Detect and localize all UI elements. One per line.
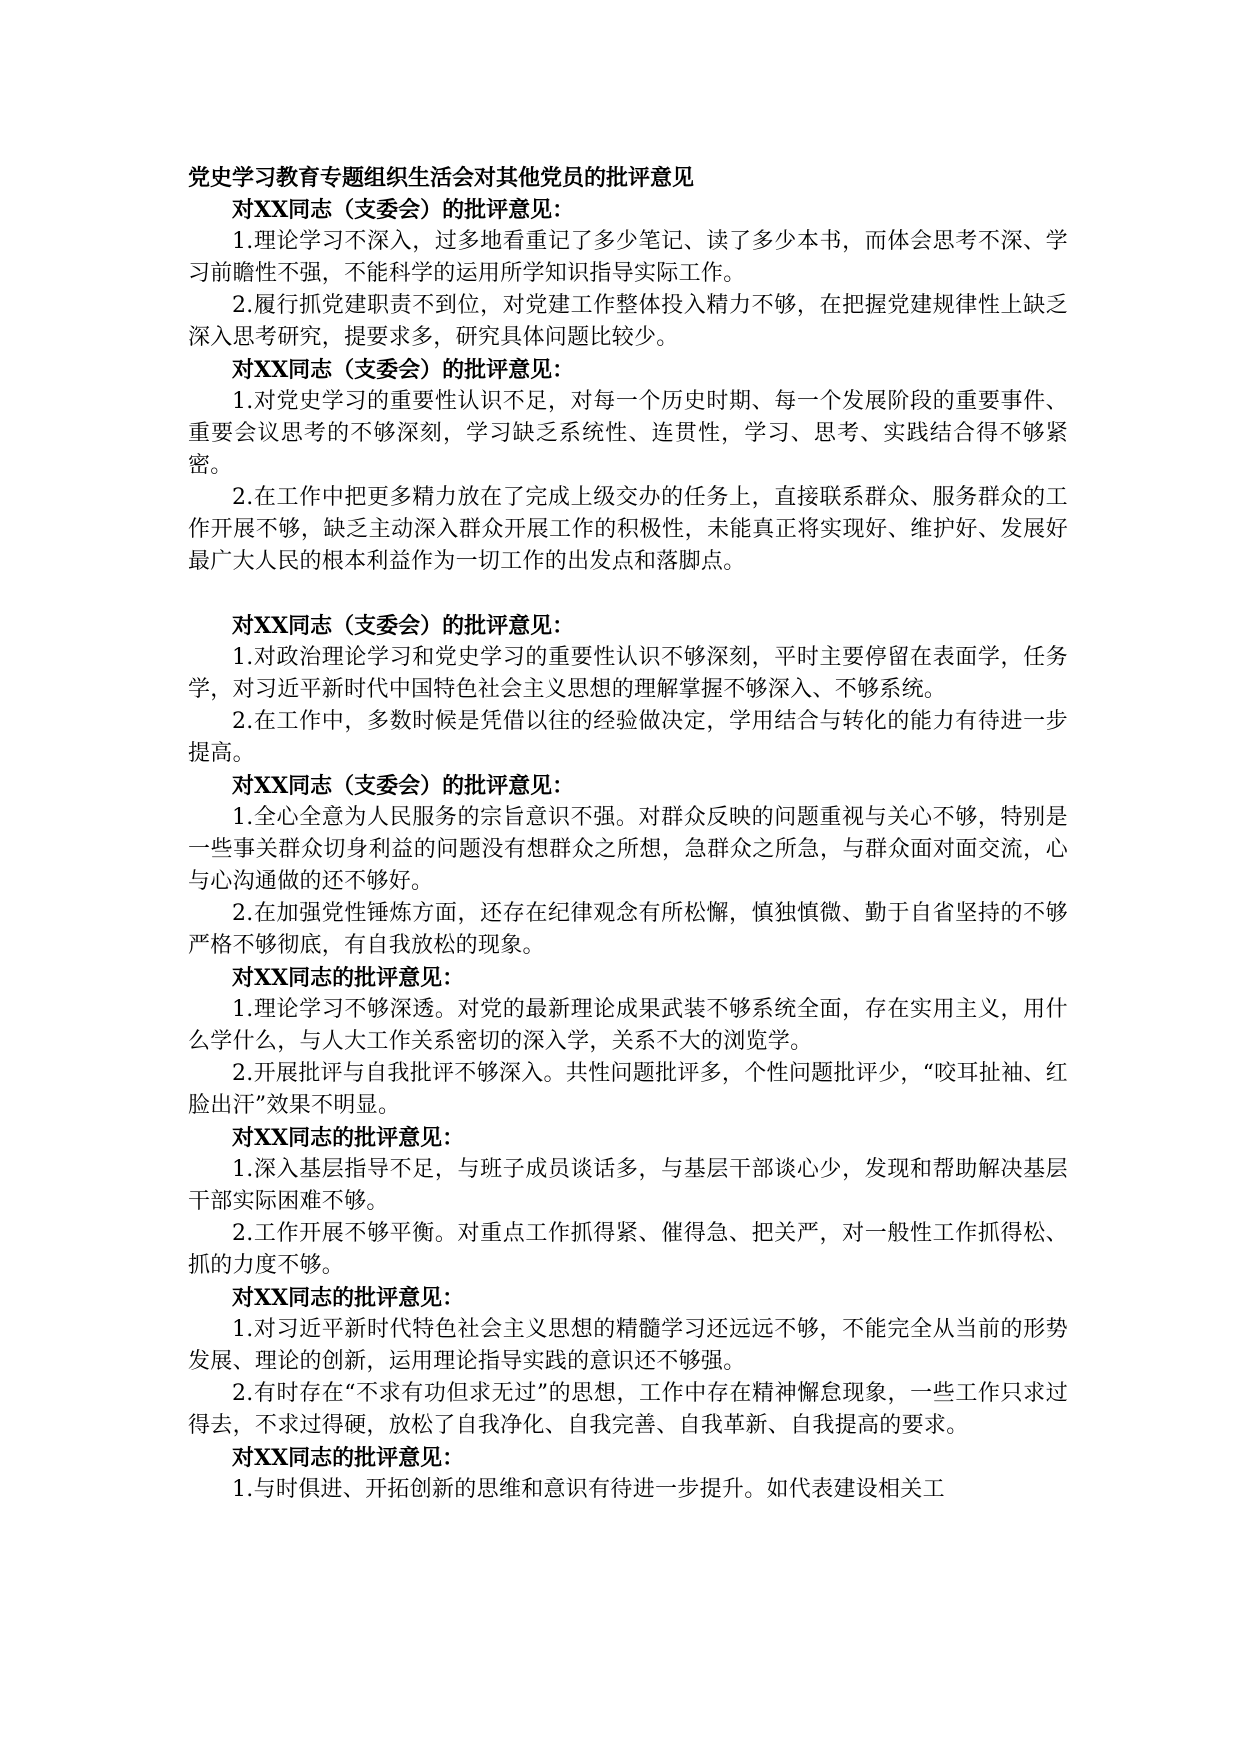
critique-item: 1.理论学习不够深透。对党的最新理论成果武装不够系统全面，存在实用主义，用什么学什么，与人大工作关系密切的深入学，关系不大的浏览学。 <box>188 997 1068 1054</box>
critique-section-6 <box>188 1122 1068 1282</box>
critique-section-1 <box>188 194 1068 354</box>
critique-item: 2.履行抓党建职责不到位，对党建工作整体投入精力不够，在把握党建规律性上缺乏深入思考研究，提要求多，研究具体问题比较少。 <box>188 293 1068 350</box>
critique-item: 2.在工作中，多数时候是凭借以往的经验做决定，学用结合与转化的能力有待进一步提高。 <box>188 709 1068 766</box>
section-heading: 对XX同志（支委会）的批评意见： <box>232 357 575 383</box>
critique-item: 1.对习近平新时代特色社会主义思想的精髓学习还远远不够，不能完全从当前的形势发展、理论的创新，运用理论指导实践的意识还不够强。 <box>188 1317 1068 1374</box>
section-heading: 对XX同志的批评意见： <box>232 1285 465 1311</box>
critique-item: 1.深入基层指导不足，与班子成员谈话多，与基层干部谈心少，发现和帮助解决基层干部实际困难不够。 <box>188 1157 1068 1214</box>
blank-line <box>188 578 1068 610</box>
document-title: 党史学习教育专题组织生活会对其他党员的批评意见 <box>188 165 695 191</box>
critique-section-3 <box>188 610 1068 770</box>
section-heading: 对XX同志（支委会）的批评意见： <box>232 197 575 223</box>
critique-section-5 <box>188 962 1068 1122</box>
section-heading: 对XX同志的批评意见： <box>232 1125 465 1151</box>
document-body <box>188 162 1068 1506</box>
critique-item: 1.与时俱进、开拓创新的思维和意识有待进一步提升。如代表建设相关工 <box>232 1477 945 1502</box>
critique-item: 1.理论学习不深入，过多地看重记了多少笔记、读了多少本书，而体会思考不深、学习前瞻性不强，不能科学的运用所学知识指导实际工作。 <box>188 229 1068 286</box>
critique-section-7 <box>188 1282 1068 1442</box>
critique-section-8 <box>188 1442 1068 1506</box>
critique-item: 1.对党史学习的重要性认识不足，对每一个历史时期、每一个发展阶段的重要事件、重要会议思考的不够深刻，学习缺乏系统性、连贯性，学习、思考、实践结合得不够紧密。 <box>188 389 1068 478</box>
section-heading: 对XX同志（支委会）的批评意见： <box>232 773 575 799</box>
critique-item: 1.对政治理论学习和党史学习的重要性认识不够深刻，平时主要停留在表面学，任务学，对习近平新时代中国特色社会主义思想的理解掌握不够深入、不够系统。 <box>188 645 1068 702</box>
critique-item: 2.工作开展不够平衡。对重点工作抓得紧、催得急、把关严，对一般性工作抓得松、抓的力度不够。 <box>188 1221 1068 1278</box>
section-heading: 对XX同志的批评意见： <box>232 965 465 991</box>
critique-item: 1.全心全意为人民服务的宗旨意识不强。对群众反映的问题重视与关心不够，特别是一些事关群众切身利益的问题没有想群众之所想，急群众之所急，与群众面对面交流，心与心沟通做的还不够好。 <box>188 805 1068 894</box>
critique-item: 2.在加强党性锤炼方面，还存在纪律观念有所松懈，慎独慎微、勤于自省坚持的不够严格不够彻底，有自我放松的现象。 <box>188 901 1068 958</box>
section-heading: 对XX同志（支委会）的批评意见： <box>232 613 575 639</box>
critique-item: 2.在工作中把更多精力放在了完成上级交办的任务上，直接联系群众、服务群众的工作开展不够，缺乏主动深入群众开展工作的积极性，未能真正将实现好、维护好、发展好最广大人民的根本利益作为一切工作的出发点和落脚点。 <box>188 485 1068 574</box>
critique-item: 2.开展批评与自我批评不够深入。共性问题批评多，个性问题批评少，“咬耳扯袖、红脸出汗”效果不明显。 <box>188 1061 1068 1118</box>
critique-section-4 <box>188 770 1068 962</box>
critique-section-2 <box>188 354 1068 578</box>
critique-item: 2.有时存在“不求有功但求无过”的思想，工作中存在精神懈怠现象，一些工作只求过得去，不求过得硬，放松了自我净化、自我完善、自我革新、自我提高的要求。 <box>188 1381 1068 1438</box>
section-heading: 对XX同志的批评意见： <box>232 1445 465 1471</box>
